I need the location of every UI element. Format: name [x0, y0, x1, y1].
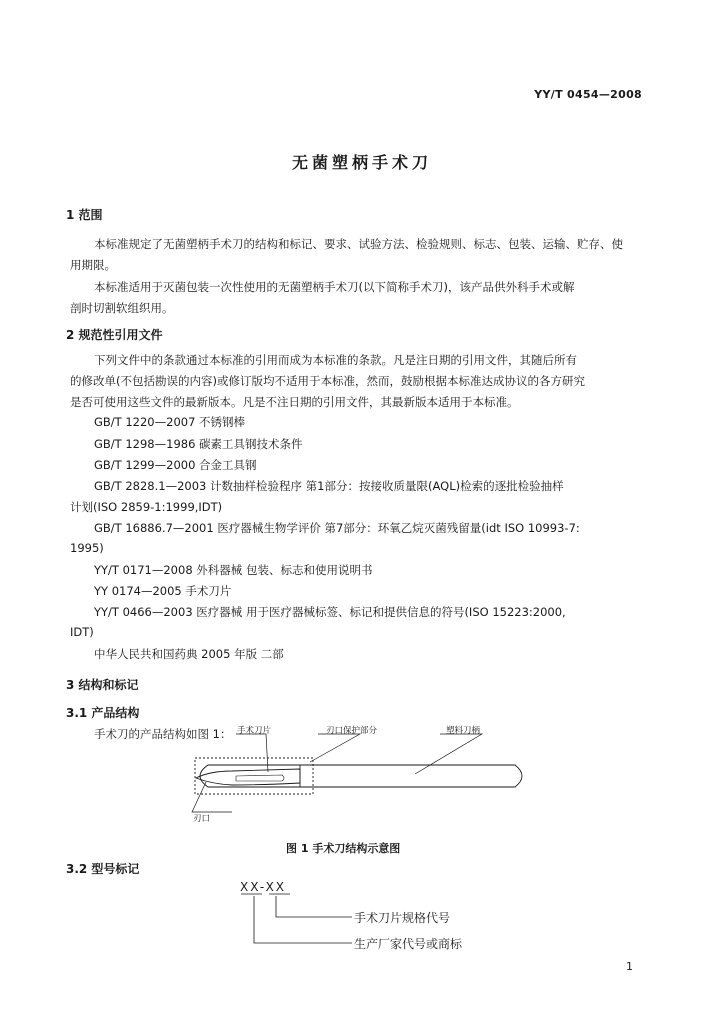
label-scalpel-blade: 手术刀片	[237, 726, 272, 736]
label-manufacturer-code: 生产厂家代号或商标	[354, 937, 463, 951]
label-edge-guard: 刃口保护部分	[326, 726, 378, 736]
reference-item: YY 0174—2005 手术刀片	[94, 584, 232, 598]
reference-item: GB/T 1298—1986 碳素工具钢技术条件	[94, 437, 303, 451]
section-3-2-heading: 3.2 型号标记	[66, 862, 140, 876]
reference-item: GB/T 2828.1—2003 计数抽样检验程序 第1部分：按接收质量限(AQL)检索的逐批检验抽样	[94, 479, 564, 493]
maker-leader-line	[254, 896, 352, 943]
section-3-heading: 3 结构和标记	[66, 678, 139, 692]
model-code: XX-XX	[240, 880, 287, 894]
reference-item-continuation: 1995)	[70, 541, 104, 555]
section-1-paragraph-2-line-2: 剖时切割软组织用。	[70, 301, 174, 315]
section-2-heading: 2 规范性引用文件	[66, 328, 163, 342]
section-1-paragraph-1-line-1: 本标准规定了无菌塑柄手术刀的结构和标记、要求、试验方法、检验规则、标志、包装、运输、贮存、使	[94, 237, 623, 251]
label-cutting-edge: 刃口	[193, 814, 211, 824]
section-3-1-text: 手术刀的产品结构如图 1：	[94, 727, 232, 741]
section-3-1-heading: 3.1 产品结构	[66, 706, 140, 720]
section-1-paragraph-2-line-1: 本标准适用于灭菌包装一次性使用的无菌塑柄手术刀(以下简称手术刀)，该产品供外科手术或解	[94, 280, 575, 294]
section-1-heading: 1 范围	[66, 208, 103, 222]
figure-caption: 图 1 手术刀结构示意图	[286, 842, 401, 855]
reference-item: GB/T 1220—2007 不锈钢棒	[94, 415, 246, 429]
reference-item: YY/T 0171—2008 外科器械 包装、标志和使用说明书	[94, 563, 373, 577]
section-2-paragraph-line-1: 下列文件中的条款通过本标准的引用而成为本标准的条款。凡是注日期的引用文件，其随后所有	[94, 353, 577, 367]
document-title: 无菌塑柄手术刀	[291, 153, 432, 172]
reference-item: GB/T 16886.7—2001 医疗器械生物学评价 第7部分：环氧乙烷灭菌残留量(idt ISO 10993-7:	[94, 521, 580, 535]
spec-leader-line	[276, 896, 352, 917]
standard-number: YY/T 0454—2008	[534, 88, 642, 101]
section-2-paragraph-line-3: 是否可使用这些文件的最新版本。凡是不注日期的引用文件，其最新版本适用于本标准。	[70, 395, 519, 409]
reference-item-continuation: 计划(ISO 2859-1:1999,IDT)	[70, 500, 223, 514]
reference-item-continuation: IDT)	[70, 625, 94, 639]
label-blade-spec-code: 手术刀片规格代号	[354, 911, 451, 925]
section-2-paragraph-line-2: 的修改单(不包括勘误的内容)或修订版均不适用于本标准，然而，鼓励根据本标准达成协议的各方研究	[70, 374, 585, 388]
reference-item: YY/T 0466—2003 医疗器械 用于医疗器械标签、标记和提供信息的符号(ISO 15223:2000,	[94, 605, 566, 619]
section-1-paragraph-1-line-2: 用期限。	[70, 258, 116, 272]
label-plastic-handle: 塑料刀柄	[446, 726, 481, 736]
page-number: 1	[626, 960, 633, 973]
reference-item: GB/T 1299—2000 合金工具钢	[94, 458, 257, 472]
reference-item: 中华人民共和国药典 2005 年版 二部	[94, 647, 284, 661]
